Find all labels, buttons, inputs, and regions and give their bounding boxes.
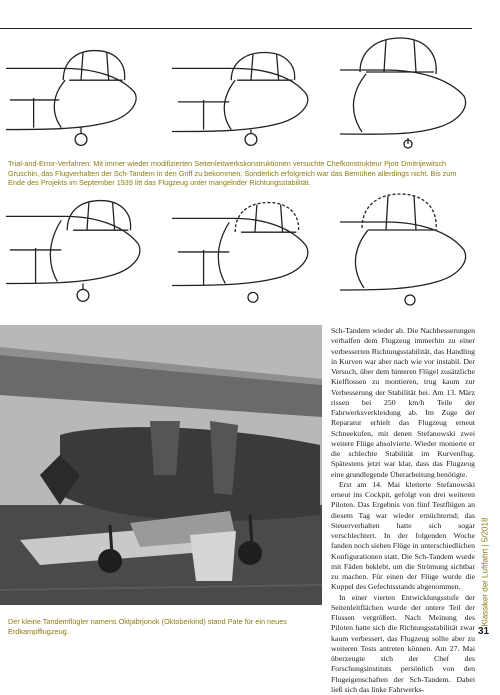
article-text bbox=[331, 326, 475, 695]
top-rule bbox=[0, 28, 472, 29]
sketch-nose-5 bbox=[170, 186, 328, 306]
magazine-issue-label: Klassiker der Luftfahrt | 5/2018 bbox=[481, 518, 490, 627]
photo-caption: Der kleine Tandemflügler namens Oktjabrjonok (Oktoberkind) stand Pate für ein neues Erdkampfflugzeug. bbox=[8, 617, 323, 636]
magazine-sidebar bbox=[478, 512, 492, 632]
article-paragraph: Sch-Tandem wieder ab. Die Nachbesserungen verhalfen dem Flugzeug immerhin zu einer verbesserten Richtungsstabilität, das Handling in Kurven war aber nach wie vor instabil. Der Versuch, über dem hinteren Flügel zusätzliche Kielflossen zu montieren, trug kaum zur Verbesserung der Stabilität bei. Am 13. März rissen bei 250 km/h Teile der Fahrwerksverkleidung ab. Im Zuge der Reparatur erhielt das Flugzeug erneut Schneekufen, mit denen Stefanowski zwei weitere Flüge absolvierte. Wieder monierte er die schlechte Stabilität im Kurvenflug. Spätestens jetzt war klar, dass das Flugzeug eine grundlegende Überarbeitung benötigte. bbox=[331, 326, 475, 480]
sketch-nose-4 bbox=[4, 186, 162, 306]
sketch-nose-6 bbox=[338, 186, 478, 310]
article-paragraph: In einer vierten Entwicklungsstufe der Seitenleitflächen wurde der untere Teil der Flossen vergrößert. Nach Meinung des Piloten hatte sich die Richtungsstabilität zwar kaum verbessert, das Flugzeug sollte aber zu weiteren Tests antreten können. Am 27. Mai überzeugte sich der Chef des Forschungsinstituts persönlich von den Flugeigenschaften der Sch-Tandem. Dabei ließ sich das linke Fahrwerks- bbox=[331, 593, 475, 695]
aircraft-photo bbox=[0, 325, 322, 605]
sketch-caption: Trial-and-Error-Verfahren: Mit immer wieder modifizierten Seitenleitwerkskonstruktionen versuchte Chefkonstrukteur Pjotr Dmitrijewitsch Gruschin, das Flugverhalten der Sch-Tandem in den Griff zu bekommen. Sonderlich erfolgreich war das Bemühen allerdings nicht. Bis zum Ende des Projekts im September 1939 litt das Flugzeug unter mangelnder Richtungsstabilität. bbox=[8, 159, 474, 188]
page-number: 31 bbox=[478, 626, 489, 637]
sketch-nose-2 bbox=[170, 40, 328, 150]
article-paragraph: Erst am 14. Mai kletterte Stefanowski erneut ins Cockpit, gefolgt von drei weiteren Piloten. Das Ergebnis von fünf Testflügen an diesem Tag war wieder ernüchternd; das Steuerverhalten hatte sich sogar verschlechtert. In der folgenden Woche fanden noch sieben Flüge in unterschiedlichen Konfigurationen statt. Die Sch-Tandem wurde mit Fäden beklebt, um die Strömung sichtbar zu machen. Für einen der Flüge wurde die Kuppel des Gefechtsstands abgenommen. bbox=[331, 480, 475, 593]
sketch-nose-1 bbox=[4, 40, 162, 150]
sketch-nose-3 bbox=[338, 34, 478, 150]
